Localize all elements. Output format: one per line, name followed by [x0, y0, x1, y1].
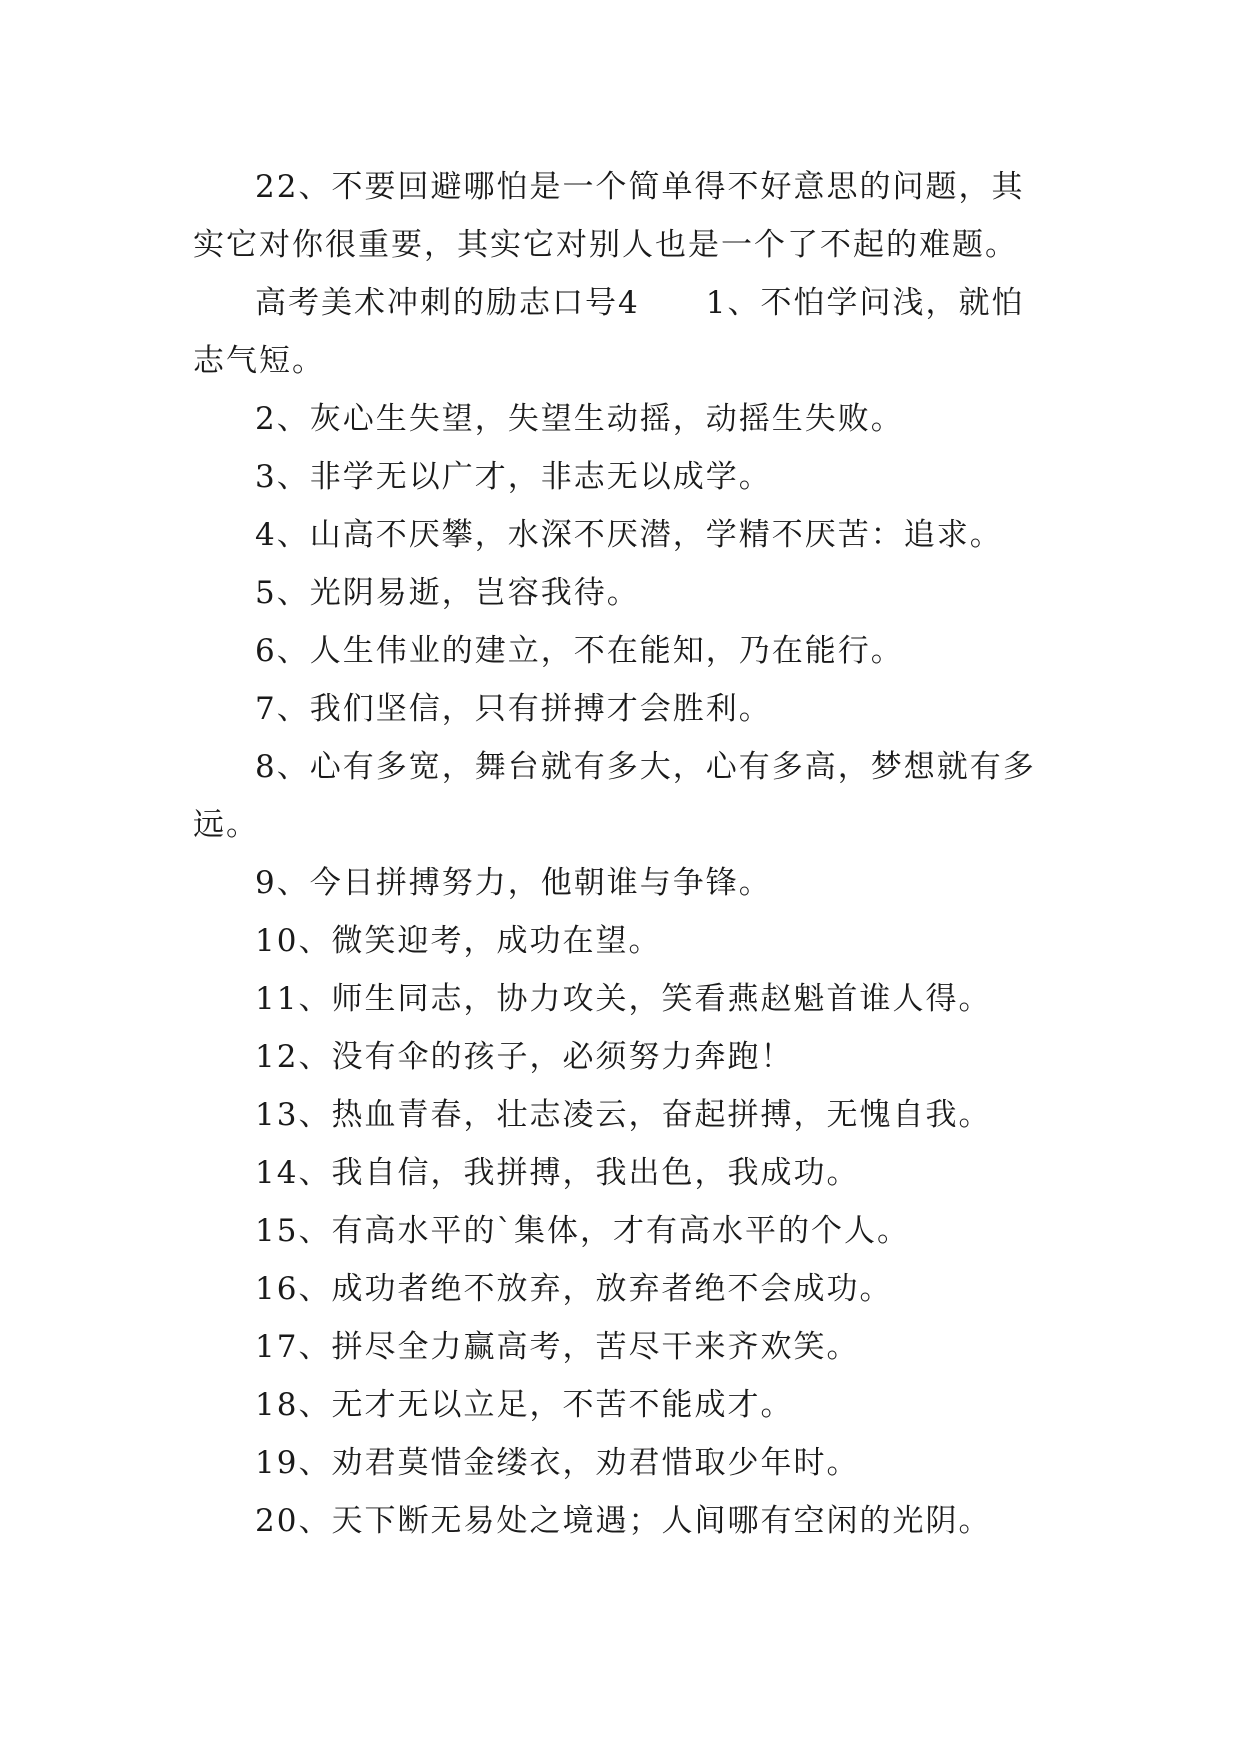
paragraph-20: 20、天下断无易处之境遇；人间哪有空闲的光阴。: [255, 1503, 992, 1539]
paragraph-19: 19、劝君莫惜金缕衣，劝君惜取少年时。: [255, 1445, 860, 1481]
paragraph-22: 22、不要回避哪怕是一个简单得不好意思的问题，其实它对你很重要，其实它对别人也是一个了不起的难题。: [193, 169, 1025, 263]
paragraph-11: 11、师生同志，协力攻关，笑看燕赵魁首谁人得。: [255, 981, 992, 1017]
document-body: [193, 158, 1053, 1550]
paragraph-16: 16、成功者绝不放弃，放弃者绝不会成功。: [255, 1271, 893, 1307]
paragraph-3: 3、非学无以广才，非志无以成学。: [255, 459, 772, 495]
paragraph-10: 10、微笑迎考，成功在望。: [255, 923, 662, 959]
paragraph-7: 7、我们坚信，只有拼搏才会胜利。: [255, 691, 772, 727]
paragraph-13: 13、热血青春，壮志凌云，奋起拼搏，无愧自我。: [255, 1097, 992, 1133]
paragraph-14: 14、我自信，我拼搏，我出色，我成功。: [255, 1155, 860, 1191]
paragraph-18: 18、无才无以立足，不苦不能成才。: [255, 1387, 794, 1423]
paragraph-2: 2、灰心生失望，失望生动摇，动摇生失败。: [255, 401, 904, 437]
paragraph-5: 5、光阴易逝，岂容我待。: [255, 575, 640, 611]
paragraph-4: 4、山高不厌攀，水深不厌潜，学精不厌苦：追求。: [255, 517, 1003, 553]
paragraph-12: 12、没有伞的孩子，必须努力奔跑！: [255, 1039, 794, 1075]
paragraph-8: 8、心有多宽，舞台就有多大，心有多高，梦想就有多远。: [193, 749, 1036, 843]
paragraph-9: 9、今日拼搏努力，他朝谁与争锋。: [255, 865, 772, 901]
paragraph-15: 15、有高水平的`集体，才有高水平的个人。: [255, 1213, 910, 1249]
paragraph-17: 17、拼尽全力赢高考，苦尽干来齐欢笑。: [255, 1329, 860, 1365]
paragraph-6: 6、人生伟业的建立，不在能知，乃在能行。: [255, 633, 904, 669]
paragraph-heading-4: 高考美术冲刺的励志口号4 1、不怕学问浅，就怕志气短。: [193, 285, 1025, 379]
